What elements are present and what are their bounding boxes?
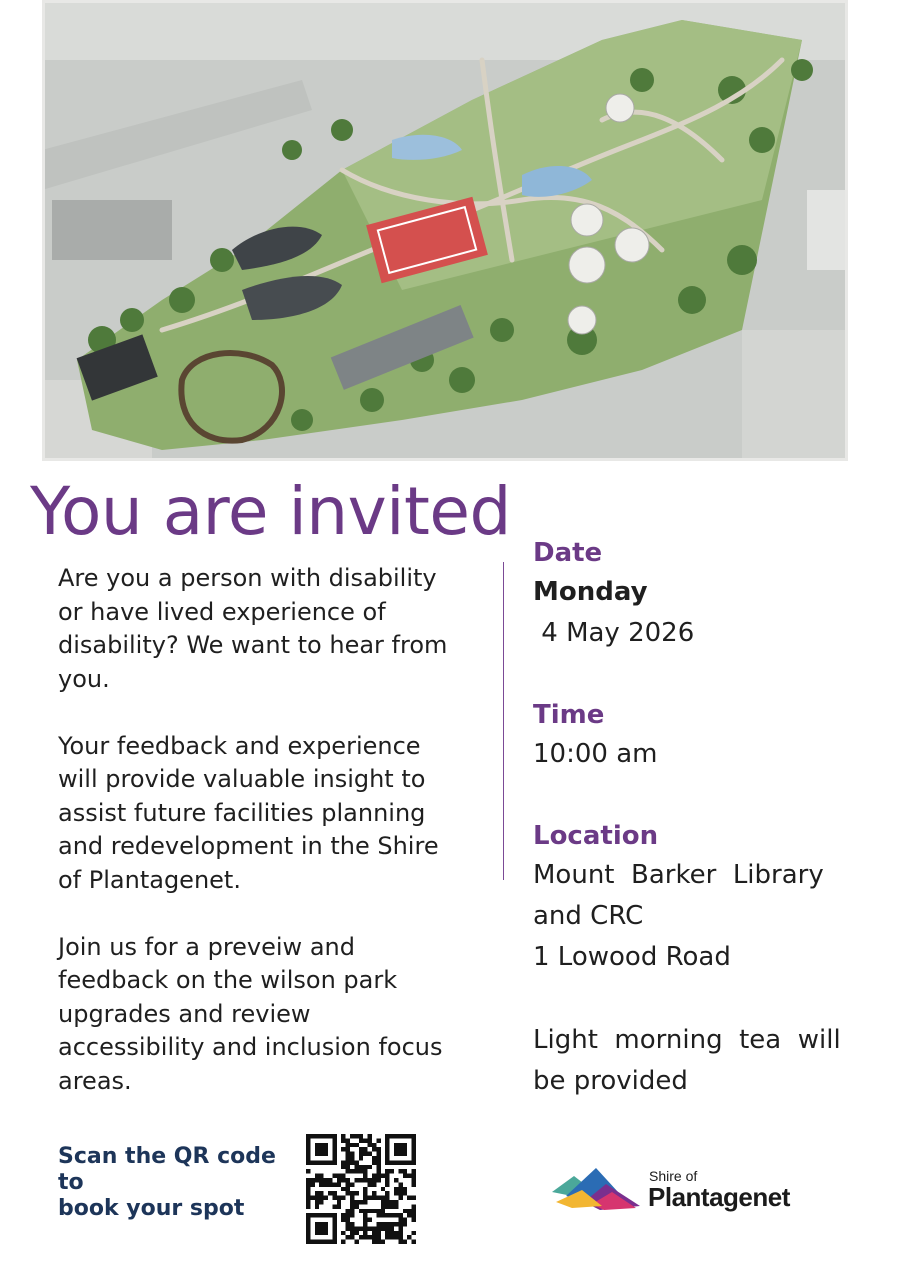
shire-logo bbox=[552, 1162, 822, 1214]
date-value: 4 May 2026 bbox=[533, 618, 695, 648]
site-plan-image bbox=[42, 0, 848, 461]
event-details bbox=[533, 534, 841, 1102]
qr-prompt bbox=[58, 1144, 298, 1222]
time-value: 10:00 am bbox=[533, 739, 658, 769]
intro-paragraph: Join us for a preveiw and feedback on the wilson park upgrades and review accessibility and inclusion focus areas. bbox=[58, 932, 443, 1095]
location-label: Location bbox=[533, 821, 659, 851]
intro-text bbox=[58, 562, 458, 1132]
location-line2: and CRC bbox=[533, 901, 644, 931]
column-divider bbox=[503, 562, 504, 880]
intro-paragraph: Your feedback and experience will provide valuable insight to assist future facilities planning and redevelopment in the Shire of Plantagenet. bbox=[58, 731, 439, 894]
location-line1: Mount Barker Library bbox=[533, 860, 824, 890]
qr-prompt-line2: book your spot bbox=[58, 1196, 245, 1221]
page-title: You are invited bbox=[30, 473, 511, 550]
logo-text-small: Shire of bbox=[649, 1168, 698, 1184]
location-line3: 1 Lowood Road bbox=[533, 942, 731, 972]
qr-prompt-line1: Scan the QR code to bbox=[58, 1144, 276, 1195]
refreshments-note-line2: be provided bbox=[533, 1066, 688, 1096]
mountain-logo-icon bbox=[552, 1162, 644, 1214]
qr-code[interactable] bbox=[306, 1134, 416, 1244]
date-day: Monday bbox=[533, 577, 648, 607]
date-label: Date bbox=[533, 538, 603, 568]
intro-paragraph: Are you a person with disability or have lived experience of disability? We want to hear from you. bbox=[58, 564, 448, 693]
time-label: Time bbox=[533, 700, 605, 730]
refreshments-note-line1: Light morning tea will bbox=[533, 1025, 841, 1055]
logo-text-big: Plantagenet bbox=[648, 1182, 790, 1212]
